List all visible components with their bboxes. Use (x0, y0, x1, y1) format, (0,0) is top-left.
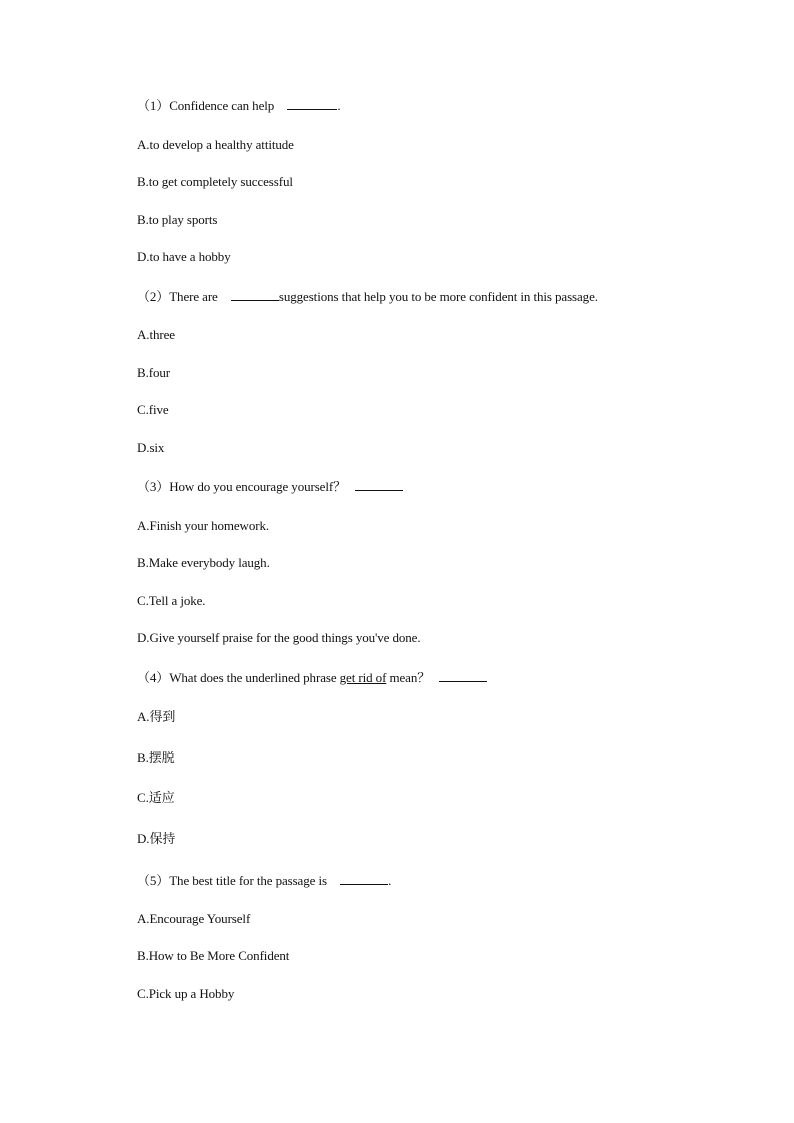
option-text: 得到 (149, 710, 176, 725)
question-number: （4） (137, 670, 170, 685)
option-text: 摆脱 (148, 751, 175, 766)
option-c (137, 790, 175, 807)
option-text: 保持 (149, 832, 176, 847)
question-text: How do you encourage yourself？ (169, 479, 346, 494)
option-a: A.Finish your homework. (137, 518, 270, 533)
option-c: C.Pick up a Hobby (137, 986, 235, 1001)
option-d: D.to have a hobby (137, 249, 231, 264)
question-text-end: suggestions that help you to be more confident in this passage. (278, 289, 598, 304)
answer-blank[interactable] (287, 97, 337, 110)
question-number: （1） (137, 98, 170, 113)
question-text: Confidence can help (169, 98, 275, 113)
option-b: B.four (137, 365, 170, 380)
question-number: （3） (137, 479, 170, 494)
underlined-phrase: get rid of (339, 670, 387, 685)
option-b: B.How to Be More Confident (137, 948, 290, 963)
question-text: There are (169, 289, 218, 304)
question-4-stem (137, 669, 487, 686)
answer-blank[interactable] (340, 872, 388, 885)
option-b (137, 750, 175, 767)
question-5-stem (137, 872, 391, 889)
question-number: （2） (137, 289, 170, 304)
option-b: B.Make everybody laugh. (137, 555, 270, 570)
option-d (137, 831, 175, 848)
question-text: What does the underlined phrase (169, 670, 337, 685)
question-text-end: . (388, 873, 392, 888)
option-letter: A. (137, 709, 150, 724)
question-1-stem (137, 97, 340, 114)
option-d: D.six (137, 440, 165, 455)
option-letter: B. (137, 750, 149, 765)
option-c: C.five (137, 402, 169, 417)
question-number: （5） (137, 873, 170, 888)
question-text-middle: mean？ (389, 670, 431, 685)
question-2-stem (137, 288, 598, 305)
option-c: C.Tell a joke. (137, 593, 206, 608)
option-letter: C. (137, 790, 149, 805)
option-d: D.Give yourself praise for the good things you've done. (137, 630, 421, 645)
answer-blank[interactable] (231, 288, 279, 301)
question-text-end: . (337, 98, 341, 113)
option-a: A.Encourage Yourself (137, 911, 251, 926)
option-b-duplicate: B.to play sports (137, 212, 218, 227)
option-text: 适应 (148, 791, 175, 806)
answer-blank[interactable] (439, 669, 487, 682)
answer-blank[interactable] (355, 478, 403, 491)
question-text: The best title for the passage is (169, 873, 327, 888)
question-3-stem (137, 478, 403, 495)
option-b: B.to get completely successful (137, 174, 293, 189)
option-a (137, 709, 175, 726)
option-a: A.three (137, 327, 175, 342)
option-letter: D. (137, 831, 150, 846)
option-a: A.to develop a healthy attitude (137, 137, 294, 152)
